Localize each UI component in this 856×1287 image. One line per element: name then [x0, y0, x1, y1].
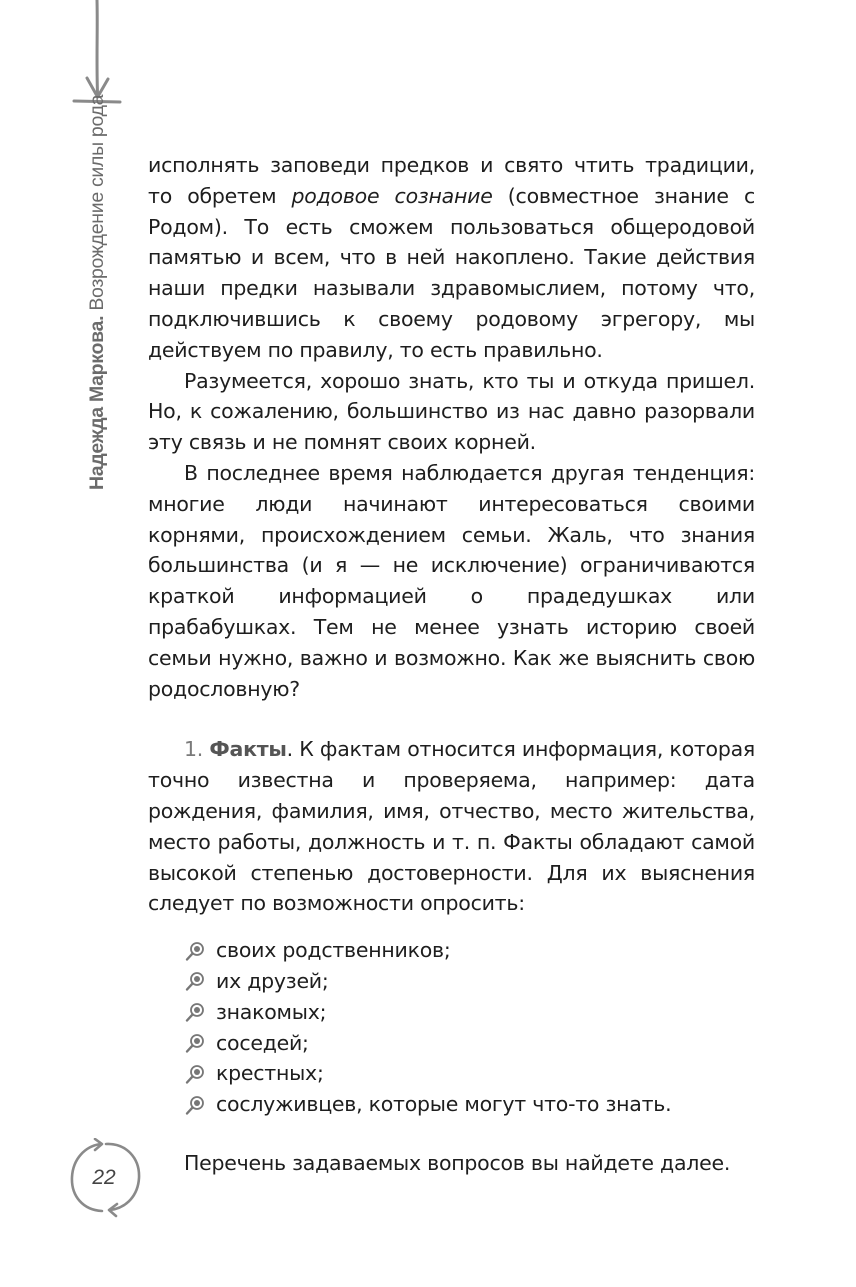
running-head-title: Возрождение силы рода: [86, 94, 108, 311]
magnifier-icon: [184, 1001, 206, 1023]
list-number: 1.: [184, 737, 204, 762]
paragraph-facts: 1. Факты. К фактам относится информация, которая точно известна и проверяема, например: дата рождения, фамилия, имя, отчество, место жительства, место работы, должность и т. п. Факты обладают самой высокой степенью достоверности. Для их выяснения следует по возможности опросить:: [148, 737, 755, 916]
term-facts: Факты: [209, 737, 287, 762]
magnifier-icon: [184, 1032, 206, 1054]
magnifier-icon: [184, 940, 206, 962]
arrow-down-icon: [72, 0, 124, 110]
list-item: своих родственников;: [184, 935, 755, 966]
page-text: [148, 150, 755, 1179]
magnifier-icon: [184, 1094, 206, 1116]
emphasis-term: родовое сознание: [291, 183, 493, 208]
paragraph-3: В последнее время наблюдается другая тенденция: многие люди начинают интересоваться своими корнями, происхождением семьи. Жаль, что знания большинства (и я — не исключение) ограничиваются краткой информацией о прадедушках или прабабушках. Тем не менее узнать историю своей семьи нужно, важно и возможно. Как же выяснить свою родословную?: [148, 460, 755, 701]
closing-line: Перечень задаваемых вопросов вы найдете далее.: [184, 1150, 731, 1175]
magnifier-icon: [184, 970, 206, 992]
running-head: [86, 95, 109, 490]
page-number: 22: [92, 1166, 116, 1189]
list-item: крестных;: [184, 1058, 755, 1089]
paragraph-2: Разумеется, хорошо знать, кто ты и откуда пришел. Но, к сожалению, большинство из нас давно разорвали эту связь и не помнят своих корней.: [148, 368, 755, 455]
magnifier-icon: [184, 1063, 206, 1085]
list-item: их друзей;: [184, 966, 755, 997]
list-item: знакомых;: [184, 997, 755, 1028]
bullet-list: [148, 935, 755, 1120]
paragraph-1: исполнять заповеди предков и свято чтить традиции, то обретем родовое сознание (совместное знание с Родом). То есть сможем пользоваться общеродовой памятью и всем, что в ней накоплено. Такие действия наши предки называли здравомыслием, потому что, подключившись к своему родовому эгрегору, мы действуем по правилу, то есть правильно.: [148, 153, 755, 362]
list-item: сослуживцев, которые могут что-то знать.: [184, 1089, 755, 1120]
running-head-author: Надежда Маркова.: [86, 315, 108, 490]
list-item: соседей;: [184, 1028, 755, 1059]
